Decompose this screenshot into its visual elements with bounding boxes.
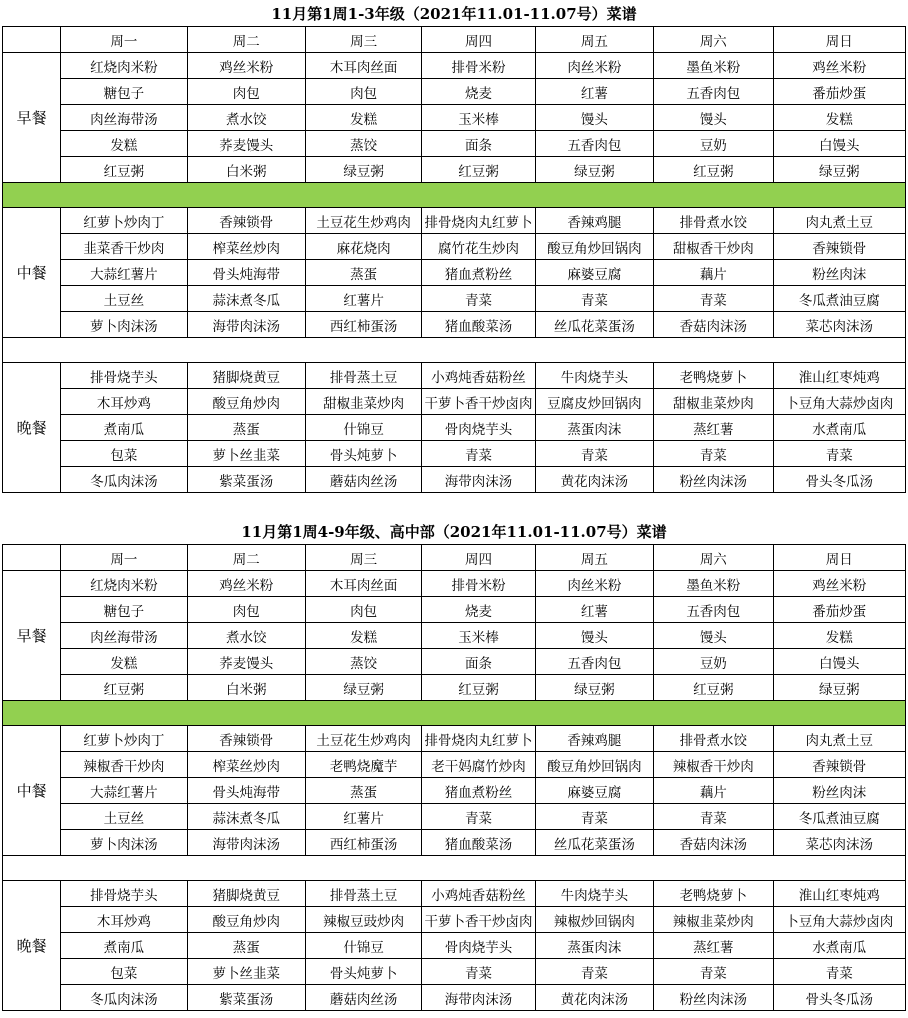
dish-cell: 青菜 [535, 804, 653, 830]
dish-cell: 排骨烧肉丸红萝卜 [422, 726, 535, 752]
dish-cell: 青菜 [422, 804, 535, 830]
table-row [3, 881, 906, 907]
dish-cell: 绿豆粥 [305, 675, 421, 701]
table-row [3, 105, 906, 131]
dish-cell: 小鸡炖香菇粉丝 [422, 363, 535, 389]
day-header: 周六 [654, 545, 773, 571]
dish-cell: 五香肉包 [654, 597, 773, 623]
dish-cell: 五香肉包 [654, 79, 773, 105]
table-row [3, 907, 906, 933]
dish-cell: 骨头炖海带 [187, 778, 305, 804]
dish-cell: 青菜 [654, 286, 773, 312]
table-row [3, 415, 906, 441]
dish-cell: 荞麦馒头 [187, 131, 305, 157]
dish-cell: 粉丝肉沫汤 [654, 985, 773, 1011]
table-row [3, 363, 906, 389]
dish-cell: 菜芯肉沫汤 [773, 830, 905, 856]
dish-cell: 骨头炖海带 [187, 260, 305, 286]
dish-cell: 榨菜丝炒肉 [187, 752, 305, 778]
dish-cell: 甜椒香干炒肉 [654, 234, 773, 260]
dish-cell: 排骨煮水饺 [654, 726, 773, 752]
dish-cell: 白米粥 [187, 157, 305, 183]
dish-cell: 猪血酸菜汤 [422, 830, 535, 856]
dish-cell: 蒸红薯 [654, 415, 773, 441]
dish-cell: 香辣鸡腿 [535, 208, 653, 234]
day-header: 周二 [187, 545, 305, 571]
dish-cell: 水煮南瓜 [773, 415, 905, 441]
dish-cell: 牛肉烧芋头 [535, 881, 653, 907]
dish-cell: 辣椒炒回锅肉 [535, 907, 653, 933]
table-row [3, 752, 906, 778]
meal-label: 晚餐 [3, 881, 61, 1011]
dish-cell: 青菜 [773, 959, 905, 985]
dish-cell: 绿豆粥 [535, 675, 653, 701]
dish-cell: 青菜 [422, 286, 535, 312]
meal-label: 早餐 [3, 571, 61, 701]
dish-cell: 麻花烧肉 [305, 234, 421, 260]
corner-cell [3, 545, 61, 571]
dish-cell: 青菜 [654, 804, 773, 830]
dish-cell: 肉包 [305, 79, 421, 105]
dish-cell: 五香肉包 [535, 131, 653, 157]
dish-cell: 西红柿蛋汤 [305, 312, 421, 338]
dish-cell: 什锦豆 [305, 933, 421, 959]
table-row [3, 675, 906, 701]
dish-cell: 鸡丝米粉 [773, 53, 905, 79]
dish-cell: 淮山红枣炖鸡 [773, 881, 905, 907]
day-header: 周三 [305, 27, 421, 53]
dish-cell: 红豆粥 [61, 157, 187, 183]
dish-cell: 番茄炒蛋 [773, 79, 905, 105]
dish-cell: 鸡丝米粉 [187, 53, 305, 79]
dish-cell: 紫菜蛋汤 [187, 985, 305, 1011]
dish-cell: 烧麦 [422, 79, 535, 105]
dish-cell: 肉包 [305, 597, 421, 623]
dish-cell: 红萝卜炒肉丁 [61, 726, 187, 752]
dish-cell: 萝卜肉沫汤 [61, 312, 187, 338]
dish-cell: 骨头冬瓜汤 [773, 985, 905, 1011]
dish-cell: 馒头 [535, 105, 653, 131]
day-header-row [3, 545, 906, 571]
dish-cell: 酸豆角炒肉 [187, 907, 305, 933]
table-row [3, 933, 906, 959]
dish-cell: 红薯片 [305, 804, 421, 830]
table-row [3, 726, 906, 752]
dish-cell: 面条 [422, 131, 535, 157]
dish-cell: 香辣锁骨 [773, 752, 905, 778]
dish-cell: 红豆粥 [654, 675, 773, 701]
dish-cell: 青菜 [654, 959, 773, 985]
dish-cell: 肉丝海带汤 [61, 623, 187, 649]
dish-cell: 蒸蛋 [305, 260, 421, 286]
dish-cell: 绿豆粥 [535, 157, 653, 183]
dish-cell: 发糕 [773, 623, 905, 649]
dish-cell: 骨肉烧芋头 [422, 415, 535, 441]
dish-cell: 小鸡炖香菇粉丝 [422, 881, 535, 907]
divider-cell [3, 701, 906, 726]
table-row [3, 389, 906, 415]
dish-cell: 香辣锁骨 [773, 234, 905, 260]
dish-cell: 发糕 [773, 105, 905, 131]
dish-cell: 牛肉烧芋头 [535, 363, 653, 389]
dish-cell: 老鸭烧萝卜 [654, 881, 773, 907]
dish-cell: 木耳炒鸡 [61, 907, 187, 933]
dish-cell: 面条 [422, 649, 535, 675]
dish-cell: 香辣鸡腿 [535, 726, 653, 752]
green-divider-row [3, 183, 906, 208]
dish-cell: 猪脚烧黄豆 [187, 881, 305, 907]
menu-table [2, 26, 906, 493]
day-header: 周一 [61, 27, 187, 53]
day-header-row [3, 27, 906, 53]
dish-cell: 肉丸煮土豆 [773, 208, 905, 234]
dish-cell: 紫菜蛋汤 [187, 467, 305, 493]
dish-cell: 煮南瓜 [61, 415, 187, 441]
dish-cell: 木耳炒鸡 [61, 389, 187, 415]
dish-cell: 豆奶 [654, 649, 773, 675]
corner-cell [3, 27, 61, 53]
dish-cell: 香菇肉沫汤 [654, 312, 773, 338]
dish-cell: 土豆丝 [61, 286, 187, 312]
dish-cell: 冬瓜肉沫汤 [61, 985, 187, 1011]
table-row [3, 467, 906, 493]
dish-cell: 排骨烧芋头 [61, 363, 187, 389]
dish-cell: 青菜 [654, 441, 773, 467]
menu-title: 11月第1周4-9年级、高中部（2021年11.01-11.07号）菜谱 [241, 523, 667, 541]
day-header: 周二 [187, 27, 305, 53]
dish-cell: 淮山红枣炖鸡 [773, 363, 905, 389]
dish-cell: 香辣锁骨 [187, 208, 305, 234]
dish-cell: 排骨米粉 [422, 53, 535, 79]
dish-cell: 排骨烧芋头 [61, 881, 187, 907]
dish-cell: 蒜沫煮冬瓜 [187, 286, 305, 312]
dish-cell: 蘑菇肉丝汤 [305, 985, 421, 1011]
dish-cell: 酸豆角炒回锅肉 [535, 752, 653, 778]
dish-cell: 丝瓜花菜蛋汤 [535, 312, 653, 338]
dish-cell: 肉丸煮土豆 [773, 726, 905, 752]
table-row [3, 804, 906, 830]
dish-cell: 酸豆角炒肉 [187, 389, 305, 415]
menu-block-grade-1-3 [0, 2, 908, 493]
table-row [3, 157, 906, 183]
dish-cell: 白馒头 [773, 131, 905, 157]
dish-cell: 蒸蛋 [187, 933, 305, 959]
day-header: 周四 [422, 545, 535, 571]
day-header: 周三 [305, 545, 421, 571]
table-row [3, 260, 906, 286]
dish-cell: 玉米棒 [422, 623, 535, 649]
dish-cell: 墨鱼米粉 [654, 571, 773, 597]
menu-table [2, 544, 906, 1011]
dish-cell: 藕片 [654, 778, 773, 804]
dish-cell: 冬瓜肉沫汤 [61, 467, 187, 493]
dish-cell: 绿豆粥 [773, 157, 905, 183]
dish-cell: 煮水饺 [187, 623, 305, 649]
table-row [3, 208, 906, 234]
dish-cell: 肉丝米粉 [535, 571, 653, 597]
dish-cell: 红薯 [535, 597, 653, 623]
table-row [3, 597, 906, 623]
dish-cell: 青菜 [535, 286, 653, 312]
dish-cell: 蒸饺 [305, 649, 421, 675]
meal-label: 中餐 [3, 726, 61, 856]
dish-cell: 老干妈腐竹炒肉 [422, 752, 535, 778]
dish-cell: 猪脚烧黄豆 [187, 363, 305, 389]
dish-cell: 海带肉沫汤 [422, 467, 535, 493]
dish-cell: 红烧肉米粉 [61, 53, 187, 79]
dish-cell: 老鸭烧萝卜 [654, 363, 773, 389]
divider-cell [3, 183, 906, 208]
dish-cell: 豆腐皮炒回锅肉 [535, 389, 653, 415]
dish-cell: 肉包 [187, 597, 305, 623]
dish-cell: 排骨烧肉丸红萝卜 [422, 208, 535, 234]
dish-cell: 粉丝肉沫汤 [654, 467, 773, 493]
dish-cell: 红薯 [535, 79, 653, 105]
table-row [3, 131, 906, 157]
dish-cell: 木耳肉丝面 [305, 571, 421, 597]
dish-cell: 发糕 [61, 131, 187, 157]
dish-cell: 骨头炖萝卜 [305, 959, 421, 985]
dish-cell: 萝卜肉沫汤 [61, 830, 187, 856]
dish-cell: 红烧肉米粉 [61, 571, 187, 597]
dish-cell: 玉米棒 [422, 105, 535, 131]
dish-cell: 粉丝肉沫 [773, 778, 905, 804]
dish-cell: 卜豆角大蒜炒卤肉 [773, 389, 905, 415]
dish-cell: 蒸饺 [305, 131, 421, 157]
dish-cell: 蒸蛋 [187, 415, 305, 441]
day-header: 周五 [535, 27, 653, 53]
dish-cell: 骨头冬瓜汤 [773, 467, 905, 493]
dish-cell: 萝卜丝韭菜 [187, 959, 305, 985]
dish-cell: 韭菜香干炒肉 [61, 234, 187, 260]
dish-cell: 红豆粥 [654, 157, 773, 183]
blank-divider-row [3, 856, 906, 881]
dish-cell: 蒸蛋 [305, 778, 421, 804]
dish-cell: 榨菜丝炒肉 [187, 234, 305, 260]
dish-cell: 青菜 [773, 441, 905, 467]
dish-cell: 粉丝肉沫 [773, 260, 905, 286]
dish-cell: 糖包子 [61, 597, 187, 623]
dish-cell: 干萝卜香干炒卤肉 [422, 389, 535, 415]
dish-cell: 藕片 [654, 260, 773, 286]
table-row [3, 441, 906, 467]
day-header: 周一 [61, 545, 187, 571]
dish-cell: 干萝卜香干炒卤肉 [422, 907, 535, 933]
dish-cell: 肉丝海带汤 [61, 105, 187, 131]
dish-cell: 什锦豆 [305, 415, 421, 441]
dish-cell: 蒜沫煮冬瓜 [187, 804, 305, 830]
dish-cell: 红豆粥 [61, 675, 187, 701]
dish-cell: 猪血煮粉丝 [422, 778, 535, 804]
dish-cell: 麻婆豆腐 [535, 260, 653, 286]
dish-cell: 蒸蛋肉沫 [535, 415, 653, 441]
dish-cell: 番茄炒蛋 [773, 597, 905, 623]
dish-cell: 排骨蒸土豆 [305, 881, 421, 907]
dish-cell: 鸡丝米粉 [187, 571, 305, 597]
dish-cell: 馒头 [535, 623, 653, 649]
dish-cell: 排骨蒸土豆 [305, 363, 421, 389]
dish-cell: 鸡丝米粉 [773, 571, 905, 597]
dish-cell: 老鸭烧魔芋 [305, 752, 421, 778]
dish-cell: 腐竹花生炒肉 [422, 234, 535, 260]
dish-cell: 青菜 [422, 959, 535, 985]
dish-cell: 辣椒香干炒肉 [61, 752, 187, 778]
table-row [3, 571, 906, 597]
dish-cell: 麻婆豆腐 [535, 778, 653, 804]
dish-cell: 香辣锁骨 [187, 726, 305, 752]
dish-cell: 发糕 [305, 105, 421, 131]
table-row [3, 830, 906, 856]
day-header: 周五 [535, 545, 653, 571]
dish-cell: 青菜 [422, 441, 535, 467]
dish-cell: 豆奶 [654, 131, 773, 157]
dish-cell: 冬瓜煮油豆腐 [773, 286, 905, 312]
dish-cell: 红薯片 [305, 286, 421, 312]
dish-cell: 五香肉包 [535, 649, 653, 675]
meal-label: 晚餐 [3, 363, 61, 493]
dish-cell: 猪血酸菜汤 [422, 312, 535, 338]
dish-cell: 辣椒韭菜炒肉 [654, 907, 773, 933]
dish-cell: 大蒜红薯片 [61, 778, 187, 804]
day-header: 周日 [773, 545, 905, 571]
dish-cell: 海带肉沫汤 [422, 985, 535, 1011]
dish-cell: 黄花肉沫汤 [535, 467, 653, 493]
dish-cell: 甜椒韭菜炒肉 [305, 389, 421, 415]
dish-cell: 木耳肉丝面 [305, 53, 421, 79]
dish-cell: 墨鱼米粉 [654, 53, 773, 79]
dish-cell: 包菜 [61, 441, 187, 467]
dish-cell: 排骨煮水饺 [654, 208, 773, 234]
dish-cell: 肉丝米粉 [535, 53, 653, 79]
dish-cell: 萝卜丝韭菜 [187, 441, 305, 467]
meal-label: 早餐 [3, 53, 61, 183]
dish-cell: 土豆花生炒鸡肉 [305, 208, 421, 234]
dish-cell: 白馒头 [773, 649, 905, 675]
dish-cell: 菜芯肉沫汤 [773, 312, 905, 338]
divider-cell [3, 856, 906, 881]
dish-cell: 红豆粥 [422, 675, 535, 701]
dish-cell: 黄花肉沫汤 [535, 985, 653, 1011]
dish-cell: 发糕 [61, 649, 187, 675]
dish-cell: 煮南瓜 [61, 933, 187, 959]
table-row [3, 234, 906, 260]
dish-cell: 蘑菇肉丝汤 [305, 467, 421, 493]
dish-cell: 煮水饺 [187, 105, 305, 131]
menu-title: 11月第1周1-3年级（2021年11.01-11.07号）菜谱 [271, 5, 637, 23]
table-row [3, 312, 906, 338]
blank-divider-row [3, 338, 906, 363]
menu-block-grade-4-9 [0, 520, 908, 1011]
dish-cell: 土豆花生炒鸡肉 [305, 726, 421, 752]
dish-cell: 青菜 [535, 959, 653, 985]
dish-cell: 香菇肉沫汤 [654, 830, 773, 856]
dish-cell: 辣椒香干炒肉 [654, 752, 773, 778]
dish-cell: 肉包 [187, 79, 305, 105]
table-row [3, 53, 906, 79]
dish-cell: 骨头炖萝卜 [305, 441, 421, 467]
dish-cell: 青菜 [535, 441, 653, 467]
dish-cell: 绿豆粥 [773, 675, 905, 701]
divider-cell [3, 338, 906, 363]
table-row [3, 286, 906, 312]
dish-cell: 西红柿蛋汤 [305, 830, 421, 856]
table-row [3, 623, 906, 649]
day-header: 周六 [654, 27, 773, 53]
dish-cell: 酸豆角炒回锅肉 [535, 234, 653, 260]
dish-cell: 排骨米粉 [422, 571, 535, 597]
dish-cell: 丝瓜花菜蛋汤 [535, 830, 653, 856]
dish-cell: 海带肉沫汤 [187, 830, 305, 856]
dish-cell: 冬瓜煮油豆腐 [773, 804, 905, 830]
day-header: 周四 [422, 27, 535, 53]
table-row [3, 649, 906, 675]
dish-cell: 糖包子 [61, 79, 187, 105]
dish-cell: 包菜 [61, 959, 187, 985]
dish-cell: 卜豆角大蒜炒卤肉 [773, 907, 905, 933]
dish-cell: 土豆丝 [61, 804, 187, 830]
dish-cell: 水煮南瓜 [773, 933, 905, 959]
dish-cell: 蒸蛋肉沫 [535, 933, 653, 959]
table-row [3, 959, 906, 985]
dish-cell: 辣椒豆豉炒肉 [305, 907, 421, 933]
dish-cell: 馒头 [654, 623, 773, 649]
dish-cell: 烧麦 [422, 597, 535, 623]
dish-cell: 猪血煮粉丝 [422, 260, 535, 286]
dish-cell: 红豆粥 [422, 157, 535, 183]
dish-cell: 发糕 [305, 623, 421, 649]
day-header: 周日 [773, 27, 905, 53]
meal-label: 中餐 [3, 208, 61, 338]
table-row [3, 985, 906, 1011]
dish-cell: 甜椒韭菜炒肉 [654, 389, 773, 415]
dish-cell: 蒸红薯 [654, 933, 773, 959]
dish-cell: 白米粥 [187, 675, 305, 701]
dish-cell: 红萝卜炒肉丁 [61, 208, 187, 234]
dish-cell: 荞麦馒头 [187, 649, 305, 675]
table-row [3, 79, 906, 105]
dish-cell: 绿豆粥 [305, 157, 421, 183]
green-divider-row [3, 701, 906, 726]
dish-cell: 大蒜红薯片 [61, 260, 187, 286]
dish-cell: 骨肉烧芋头 [422, 933, 535, 959]
dish-cell: 海带肉沫汤 [187, 312, 305, 338]
table-row [3, 778, 906, 804]
dish-cell: 馒头 [654, 105, 773, 131]
